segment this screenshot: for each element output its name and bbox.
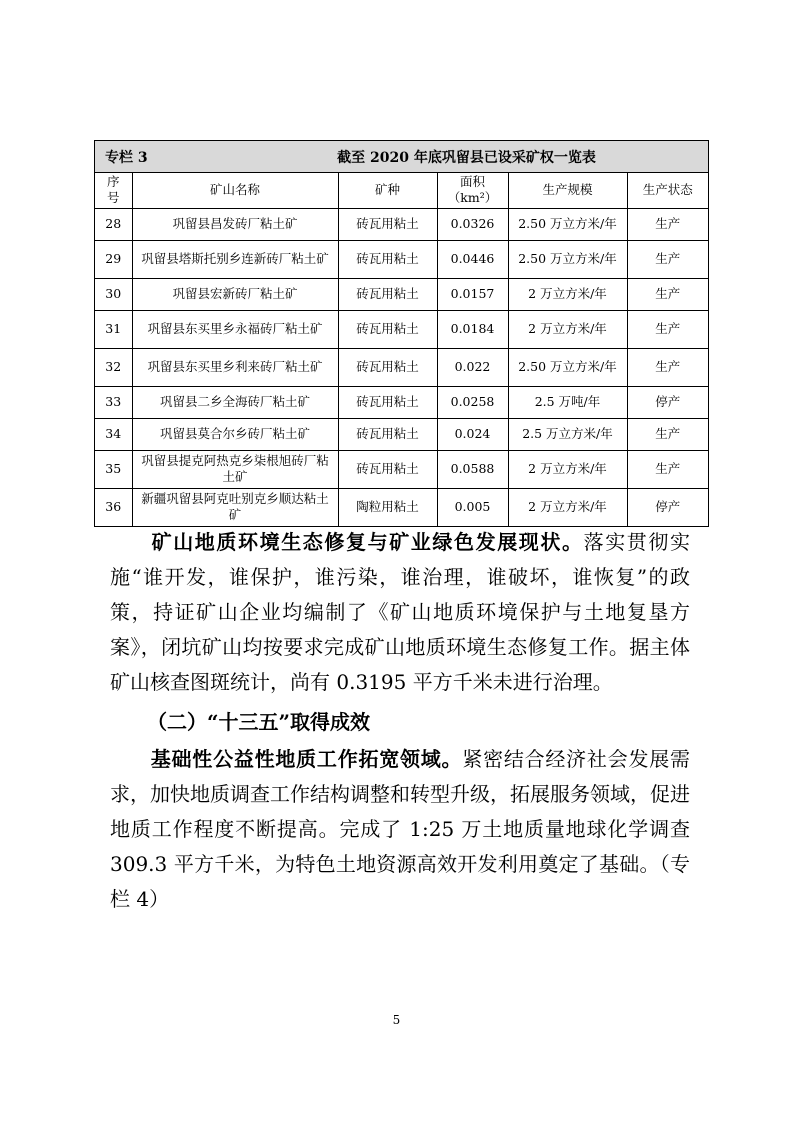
cell-mineral: 砖瓦用粘土 bbox=[338, 310, 437, 348]
paragraph-lead: 基础性公益性地质工作拓宽领域。 bbox=[150, 747, 463, 771]
table-row bbox=[95, 450, 708, 488]
column-header-area: 面积（km²） bbox=[437, 173, 508, 208]
paragraph-body: 落实贯彻实施“谁开发，谁保护，谁污染，谁治理，谁破坏，谁恢复”的政策，持证矿山企业均编制了《矿山地质环境保护与土地复垦方案》，闭坑矿山均按要求完成矿山地质环境生态修复工作。据主体矿山核查图斑统计，尚有 0.3195 平方千米未进行治理。 bbox=[110, 530, 691, 694]
cell-mineral: 砖瓦用粘土 bbox=[338, 278, 437, 310]
paragraph-mine-restoration bbox=[110, 525, 690, 700]
cell-scale: 2.50 万立方米/年 bbox=[508, 240, 627, 278]
cell-mineral: 砖瓦用粘土 bbox=[338, 348, 437, 386]
cell-mineral: 砖瓦用粘土 bbox=[338, 386, 437, 418]
table-row bbox=[95, 240, 708, 278]
table-row bbox=[95, 208, 708, 240]
table-row bbox=[95, 488, 708, 526]
table-row bbox=[95, 418, 708, 450]
cell-area: 0.022 bbox=[437, 348, 508, 386]
paragraph-body: 紧密结合经济社会发展需求，加快地质调查工作结构调整和转型升级，拓展服务领域，促进地质工作程度不断提高。完成了 1:25 万土地质量地球化学调查 309.3 平方千米，为特色土地资源高效开发利用奠定了基础。（专栏 4） bbox=[110, 747, 691, 911]
paragraph-public-geology bbox=[110, 742, 690, 917]
cell-mineral: 砖瓦用粘土 bbox=[338, 450, 437, 488]
cell-status: 生产 bbox=[627, 240, 708, 278]
cell-name: 巩留县莫合尔乡砖厂粘土矿 bbox=[132, 418, 338, 450]
table-box-label: 专栏 3 bbox=[105, 150, 148, 166]
cell-mineral: 砖瓦用粘土 bbox=[338, 418, 437, 450]
cell-scale: 2.50 万立方米/年 bbox=[508, 348, 627, 386]
cell-status: 停产 bbox=[627, 488, 708, 526]
cell-no: 35 bbox=[95, 450, 132, 488]
column-header-mineral: 矿种 bbox=[338, 173, 437, 208]
column-header-scale: 生产规模 bbox=[508, 173, 627, 208]
cell-status: 停产 bbox=[627, 386, 708, 418]
paragraph-lead: 矿山地质环境生态修复与矿业绿色发展现状。 bbox=[150, 530, 584, 554]
cell-mineral: 砖瓦用粘土 bbox=[338, 240, 437, 278]
cell-scale: 2 万立方米/年 bbox=[508, 278, 627, 310]
table-header-row bbox=[95, 173, 708, 208]
table-box-title: 截至 2020 年底巩留县已设采矿权一览表 bbox=[337, 150, 596, 166]
table-row bbox=[95, 310, 708, 348]
mining-rights-table-box bbox=[94, 140, 709, 527]
section-heading: （二）“十三五”取得成效 bbox=[147, 710, 371, 734]
cell-scale: 2 万立方米/年 bbox=[508, 488, 627, 526]
cell-area: 0.0446 bbox=[437, 240, 508, 278]
cell-no: 33 bbox=[95, 386, 132, 418]
cell-scale: 2 万立方米/年 bbox=[508, 450, 627, 488]
cell-name: 巩留县昌发砖厂粘土矿 bbox=[132, 208, 338, 240]
cell-scale: 2 万立方米/年 bbox=[508, 310, 627, 348]
cell-area: 0.0184 bbox=[437, 310, 508, 348]
cell-status: 生产 bbox=[627, 418, 708, 450]
cell-area: 0.024 bbox=[437, 418, 508, 450]
cell-mineral: 砖瓦用粘土 bbox=[338, 208, 437, 240]
cell-scale: 2.50 万立方米/年 bbox=[508, 208, 627, 240]
cell-scale: 2.5 万吨/年 bbox=[508, 386, 627, 418]
cell-no: 28 bbox=[95, 208, 132, 240]
cell-status: 生产 bbox=[627, 348, 708, 386]
mining-rights-table bbox=[95, 173, 708, 526]
cell-no: 34 bbox=[95, 418, 132, 450]
cell-name: 巩留县东买里乡永福砖厂粘土矿 bbox=[132, 310, 338, 348]
cell-name: 巩留县东买里乡利来砖厂粘土矿 bbox=[132, 348, 338, 386]
cell-status: 生产 bbox=[627, 208, 708, 240]
cell-status: 生产 bbox=[627, 310, 708, 348]
cell-area: 0.0326 bbox=[437, 208, 508, 240]
column-header-name: 矿山名称 bbox=[132, 173, 338, 208]
page-number: 5 bbox=[392, 1013, 401, 1027]
cell-area: 0.0258 bbox=[437, 386, 508, 418]
cell-mineral: 陶粒用粘土 bbox=[338, 488, 437, 526]
table-box-header bbox=[95, 141, 708, 173]
cell-status: 生产 bbox=[627, 450, 708, 488]
table-row bbox=[95, 278, 708, 310]
cell-no: 29 bbox=[95, 240, 132, 278]
cell-no: 30 bbox=[95, 278, 132, 310]
cell-no: 32 bbox=[95, 348, 132, 386]
table-row bbox=[95, 348, 708, 386]
cell-scale: 2.5 万立方米/年 bbox=[508, 418, 627, 450]
cell-no: 36 bbox=[95, 488, 132, 526]
column-header-status: 生产状态 bbox=[627, 173, 708, 208]
column-header-no: 序号 bbox=[95, 173, 132, 208]
cell-name: 新疆巩留县阿克吐别克乡顺达粘土矿 bbox=[132, 488, 338, 526]
cell-name: 巩留县塔斯托别乡连新砖厂粘土矿 bbox=[132, 240, 338, 278]
cell-area: 0.0157 bbox=[437, 278, 508, 310]
table-row bbox=[95, 386, 708, 418]
cell-status: 生产 bbox=[627, 278, 708, 310]
cell-name: 巩留县二乡全海砖厂粘土矿 bbox=[132, 386, 338, 418]
cell-area: 0.0588 bbox=[437, 450, 508, 488]
cell-name: 巩留县宏新砖厂粘土矿 bbox=[132, 278, 338, 310]
cell-no: 31 bbox=[95, 310, 132, 348]
cell-area: 0.005 bbox=[437, 488, 508, 526]
cell-name: 巩留县提克阿热克乡柒根旭砖厂粘土矿 bbox=[132, 450, 338, 488]
